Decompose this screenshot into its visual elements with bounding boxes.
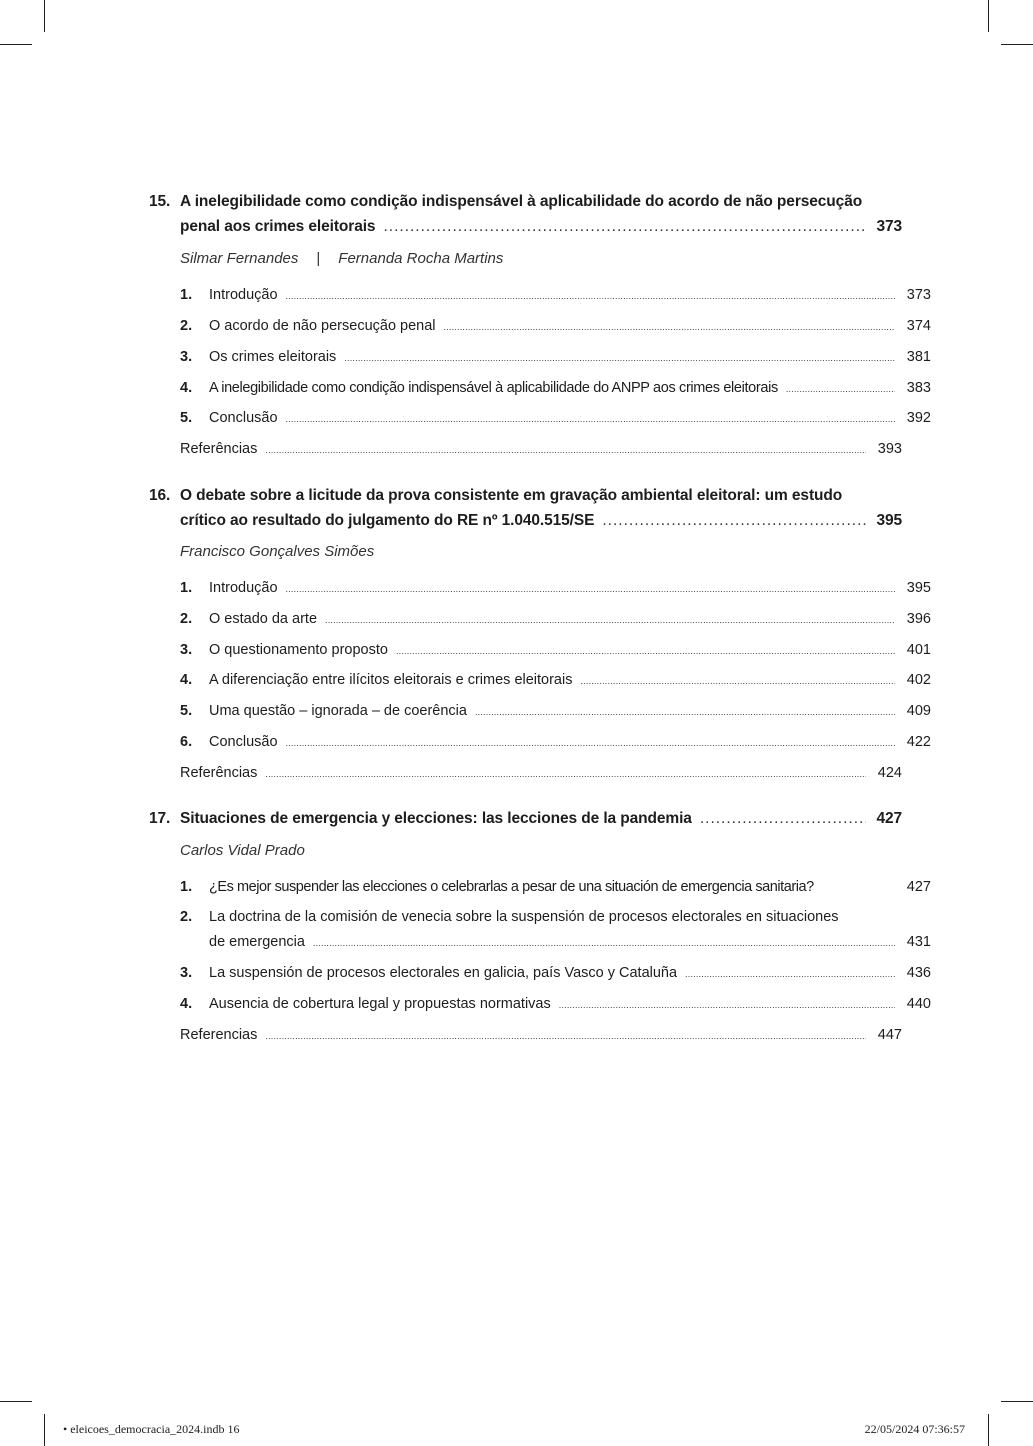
dot-leader (325, 615, 895, 625)
page-number: 447 (877, 1027, 902, 1043)
dot-leader (286, 738, 895, 748)
dot-leader (265, 769, 866, 779)
crop-mark (988, 0, 989, 32)
toc-section[interactable] (149, 287, 931, 307)
crop-mark (0, 44, 32, 45)
dot-leader (286, 584, 895, 594)
section-title: La doctrina de la comisión de venecia sobre la suspensión de procesos electorales en situaciones (209, 909, 839, 925)
section-title: La suspensión de procesos electorales en galicia, país Vasco y Cataluña (209, 965, 678, 981)
dot-leader (383, 218, 866, 236)
page-number: 402 (906, 672, 931, 688)
toc-section[interactable] (149, 410, 931, 430)
toc-section[interactable] (149, 349, 931, 369)
chapter-title[interactable] (149, 193, 871, 215)
crop-mark (0, 1401, 32, 1402)
chapter-title[interactable] (149, 218, 902, 240)
crop-mark (44, 1414, 45, 1446)
dot-leader (580, 676, 895, 686)
page-number: 373 (906, 287, 931, 303)
dot-leader (396, 646, 895, 656)
toc-section[interactable] (149, 318, 931, 338)
page-number: 392 (906, 410, 931, 426)
dot-leader (602, 512, 866, 530)
page-number: 395 (876, 512, 902, 529)
dot-leader (475, 707, 895, 717)
section-number: 1. (180, 580, 193, 596)
section-number: 2. (180, 318, 193, 334)
dot-leader (444, 322, 895, 332)
chapter-title-text: Situaciones de emergencia y elecciones: las lecciones de la pandemia (180, 810, 692, 827)
dot-leader (685, 969, 895, 979)
chapter-authors (180, 842, 305, 859)
toc-section[interactable] (149, 734, 931, 754)
section-number: 1. (180, 287, 193, 303)
print-slug-file: • eleicoes_democracia_2024.indb 16 (63, 1422, 240, 1436)
page-number: 427 (906, 879, 931, 895)
references-title: Referências (180, 765, 258, 781)
section-number: 5. (180, 703, 193, 719)
crop-mark (1001, 1401, 1033, 1402)
dot-leader (700, 810, 866, 828)
chapter-title-text: crítico ao resultado do julgamento do RE nº 1.040.515/SE (180, 512, 595, 529)
page-number: 373 (876, 218, 902, 235)
page-number: 409 (906, 703, 931, 719)
page-number: 431 (906, 934, 931, 950)
section-title: O acordo de não persecução penal (209, 318, 436, 334)
page-number: 374 (906, 318, 931, 334)
page-number: 401 (906, 642, 931, 658)
section-title: A inelegibilidade como condição indispensável à aplicabilidade do ANPP aos crimes eleitorais (209, 380, 778, 396)
section-number: 4. (180, 996, 193, 1012)
crop-mark (44, 0, 45, 32)
author-separator: | (316, 250, 321, 267)
section-number: 3. (180, 642, 193, 658)
section-title: Uma questão – ignorada – de coerência (209, 703, 467, 719)
toc-section[interactable] (149, 996, 931, 1016)
author-name: Silmar Fernandes (180, 250, 299, 267)
toc-references[interactable] (149, 1027, 902, 1047)
section-title: ¿Es mejor suspender las elecciones o celebrarlas a pesar de una situación de emergencia sanitaria? (209, 879, 814, 895)
author-name: Francisco Gonçalves Simões (180, 543, 375, 560)
section-title: Introdução (209, 287, 278, 303)
toc-section[interactable] (149, 909, 871, 929)
section-number: 3. (180, 349, 193, 365)
section-number: 4. (180, 380, 193, 396)
chapter-number: 15. (149, 193, 171, 210)
toc-section[interactable] (149, 672, 931, 692)
crop-mark (988, 1414, 989, 1446)
references-title: Referências (180, 441, 258, 457)
section-number: 6. (180, 734, 193, 750)
chapter-title[interactable] (149, 512, 902, 534)
section-title: Conclusão (209, 734, 278, 750)
chapter-authors (180, 250, 503, 267)
toc-references[interactable] (149, 765, 902, 785)
toc-section[interactable] (149, 703, 931, 723)
chapter-title-text: A inelegibilidade como condição indispensável à aplicabilidade do acordo de não persecução (180, 193, 863, 210)
toc-section[interactable] (149, 965, 931, 985)
section-number: 3. (180, 965, 193, 981)
dot-leader (265, 1031, 866, 1041)
section-title: O questionamento proposto (209, 642, 388, 658)
section-title: O estado da arte (209, 611, 318, 627)
section-number: 4. (180, 672, 193, 688)
references-title: Referencias (180, 1027, 258, 1043)
dot-leader (286, 291, 895, 301)
dot-leader (265, 445, 866, 455)
section-title: Conclusão (209, 410, 278, 426)
author-name: Carlos Vidal Prado (180, 842, 305, 859)
toc-section[interactable] (149, 642, 931, 662)
toc-section[interactable] (149, 580, 931, 600)
dot-leader (313, 938, 895, 948)
section-title: Os crimes eleitorais (209, 349, 337, 365)
page-number: 422 (906, 734, 931, 750)
section-number: 5. (180, 410, 193, 426)
print-slug-timestamp: 22/05/2024 07:36:57 (864, 1422, 965, 1436)
author-name: Fernanda Rocha Martins (338, 250, 504, 267)
page-number: 440 (906, 996, 931, 1012)
chapter-title[interactable] (149, 810, 902, 832)
page-number: 436 (906, 965, 931, 981)
section-number: 1. (180, 879, 193, 895)
chapter-authors (180, 543, 374, 560)
section-number: 2. (180, 909, 193, 925)
toc-section[interactable] (149, 380, 931, 400)
dot-leader (559, 1000, 895, 1010)
crop-mark (1001, 44, 1033, 45)
page-number: 381 (906, 349, 931, 365)
page-number: 396 (906, 611, 931, 627)
page-number: 383 (906, 380, 931, 396)
page-number: 395 (906, 580, 931, 596)
chapter-title-text: O debate sobre a licitude da prova consistente em gravação ambiental eleitoral: um estudo (180, 487, 843, 504)
section-number: 2. (180, 611, 193, 627)
chapter-title-text: penal aos crimes eleitorais (180, 218, 376, 235)
chapter-number: 17. (149, 810, 171, 827)
toc-references[interactable] (149, 441, 902, 461)
toc-section[interactable] (149, 611, 931, 631)
section-title: de emergencia (209, 934, 305, 950)
chapter-title[interactable] (149, 487, 871, 509)
dot-leader (344, 353, 895, 363)
chapter-number: 16. (149, 487, 171, 504)
page-number: 427 (876, 810, 902, 827)
page-number: 393 (877, 441, 902, 457)
section-title: Introdução (209, 580, 278, 596)
page-number: 424 (877, 765, 902, 781)
toc-section[interactable] (149, 879, 931, 899)
dot-leader (286, 414, 895, 424)
section-title: A diferenciação entre ilícitos eleitorais e crimes eleitorais (209, 672, 573, 688)
toc-section[interactable] (149, 934, 931, 954)
dot-leader (786, 384, 895, 394)
section-title: Ausencia de cobertura legal y propuestas normativas (209, 996, 551, 1012)
